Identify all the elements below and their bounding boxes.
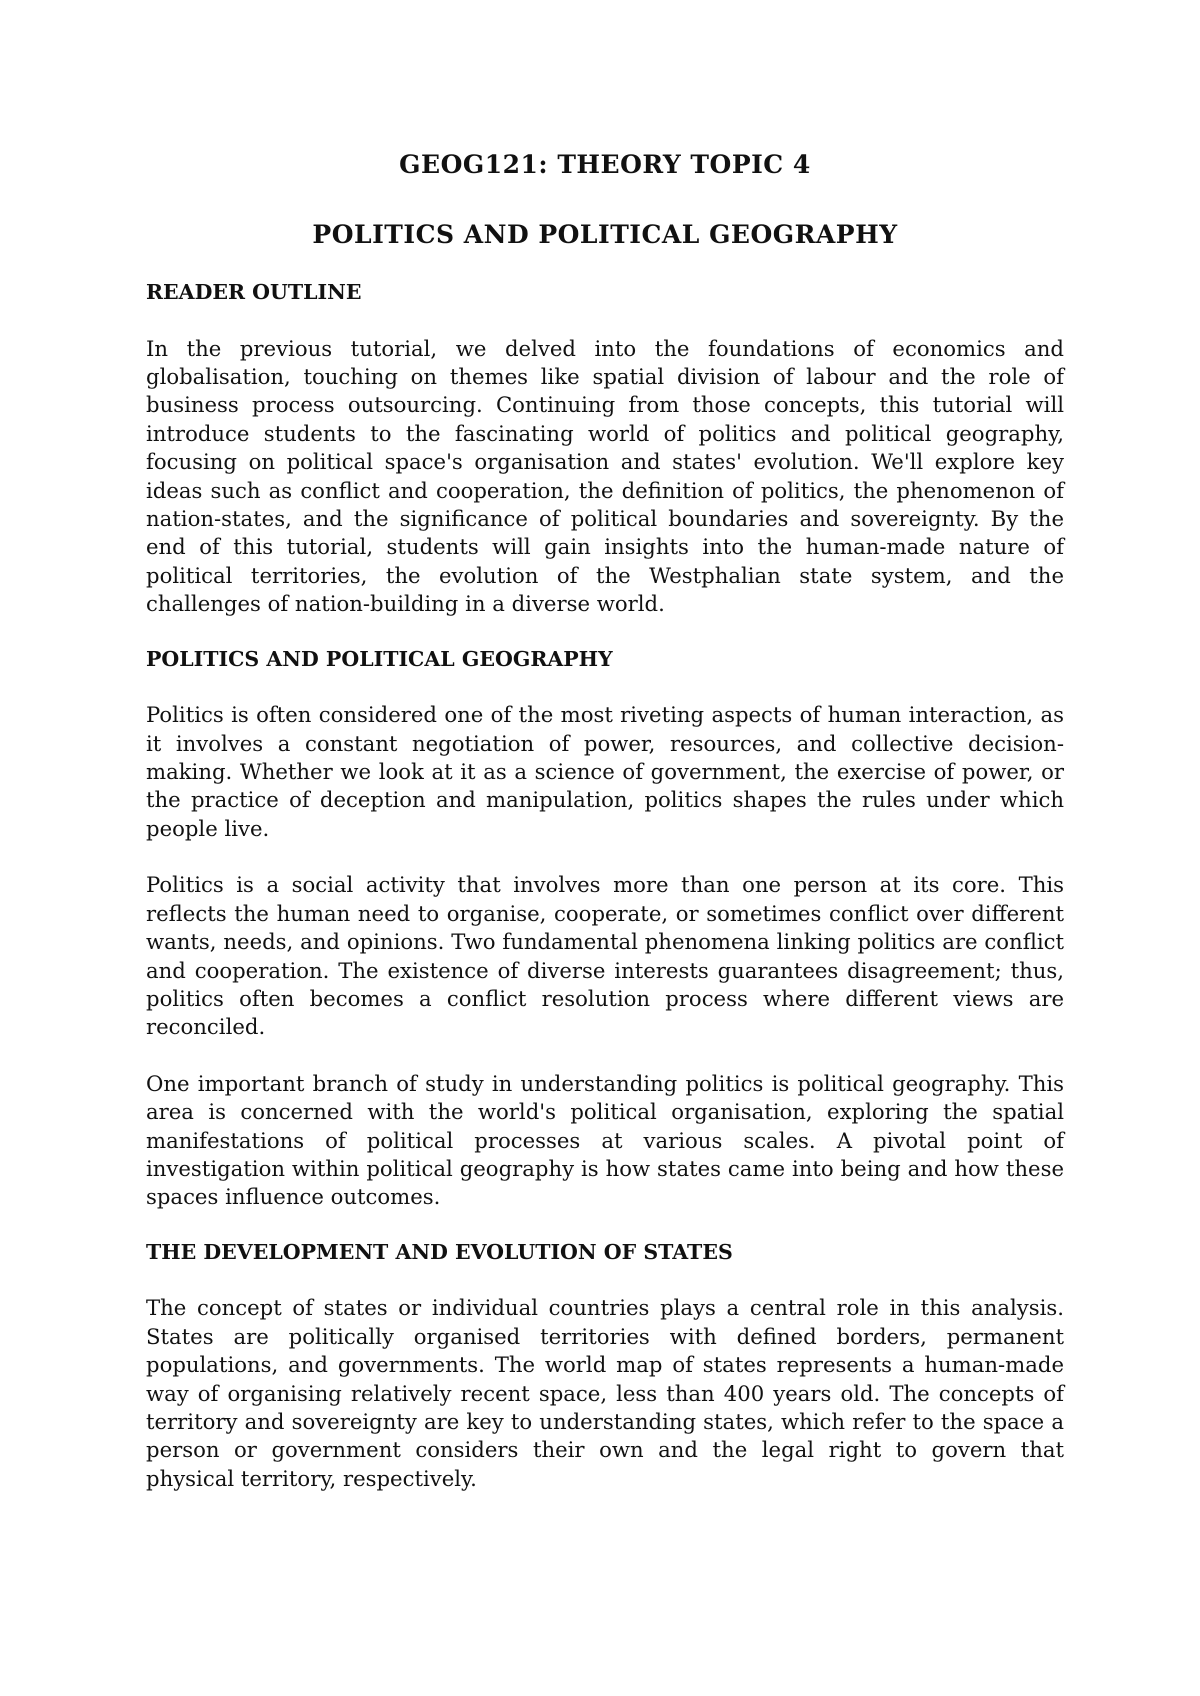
section-reader-outline [146, 280, 1064, 619]
section-development-of-states [146, 1240, 1064, 1493]
section-heading: THE DEVELOPMENT AND EVOLUTION OF STATES [146, 1239, 733, 1264]
section-politics-and-political-geography [146, 647, 1064, 1212]
document-title: GEOG121: THEORY TOPIC 4 [399, 150, 811, 179]
paragraph: Politics is often considered one of the most riveting aspects of human interaction, as it involves a constant negotiation of power, resources, and collective decision-making. Whether we look at it as a science of government, the exercise of power, or the practice of deception and manipulation, politics shapes the rules under which people live. [146, 702, 1064, 841]
document-body [146, 150, 1064, 1521]
paragraph: The concept of states or individual countries plays a central role in this analysis. States are politically organised territories with defined borders, permanent populations, and governments. The world map of states represents a human-made way of organising relatively recent space, less than 400 years old. The concepts of territory and sovereignty are key to understanding states, which refer to the space a person or government considers their own and the legal right to govern that physical territory, respectively. [146, 1295, 1064, 1491]
paragraph: Politics is a social activity that involves more than one person at its core. This reflects the human need to organise, cooperate, or sometimes conflict over different wants, needs, and opinions. Two fundamental phenomena linking politics are conflict and cooperation. The existence of diverse interests guarantees disagreement; thus, politics often becomes a conflict resolution process where different views are reconciled. [146, 872, 1064, 1040]
document-subtitle: POLITICS AND POLITICAL GEOGRAPHY [312, 220, 898, 249]
section-heading: POLITICS AND POLITICAL GEOGRAPHY [146, 646, 613, 671]
section-heading: READER OUTLINE [146, 280, 362, 304]
paragraph: In the previous tutorial, we delved into the foundations of economics and globalisation, touching on themes like spatial division of labour and the role of business process outsourcing. Continuing from those concepts, this tutorial will introduce students to the fascinating world of politics and political geography, focusing on political space's organisation and states' evolution. We'll explore key ideas such as conflict and cooperation, the definition of politics, the phenomenon of nation-states, and the significance of political boundaries and sovereignty. By the end of this tutorial, students will gain insights into the human-made nature of political territories, the evolution of the Westphalian state system, and the challenges of nation-building in a diverse world. [146, 335, 1064, 617]
paragraph: One important branch of study in understanding politics is political geography. This area is concerned with the world's political organisation, exploring the spatial manifestations of political processes at various scales. A pivotal point of investigation within political geography is how states came into being and how these spaces influence outcomes. [146, 1070, 1064, 1210]
